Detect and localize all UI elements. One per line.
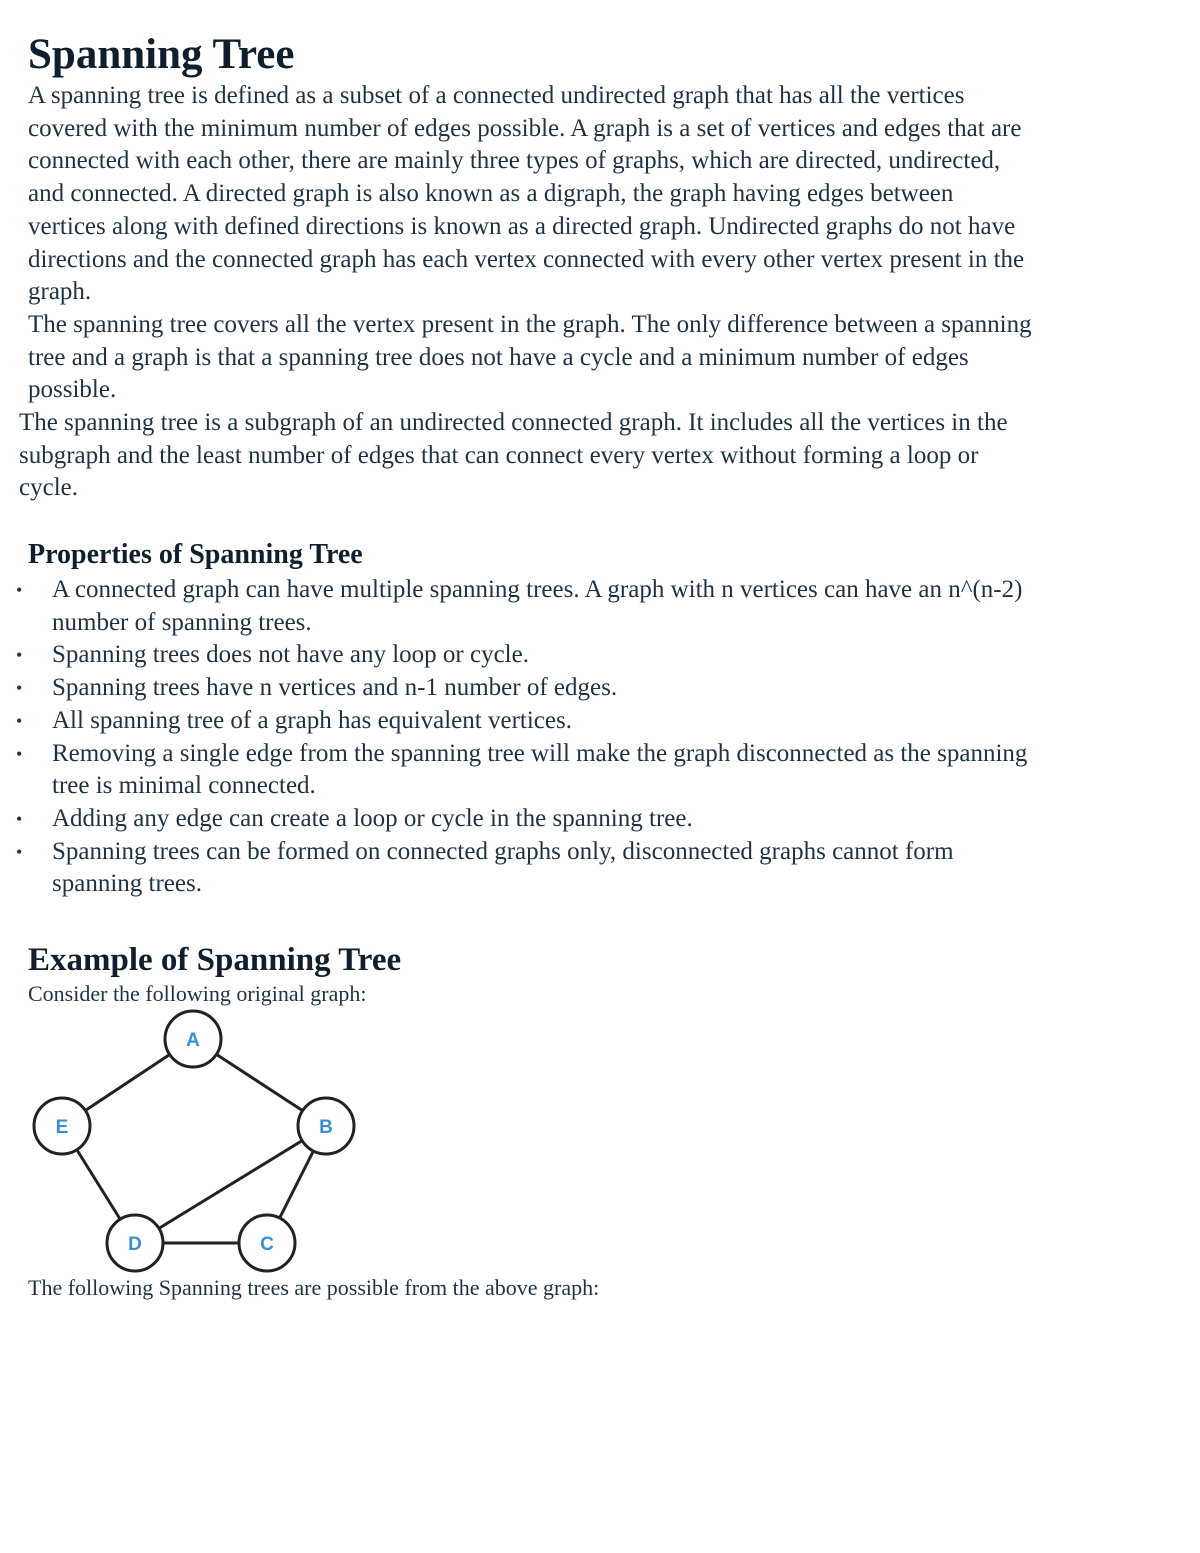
text-line: The spanning tree is a subgraph of an undirected connected graph. It includes all the vertices in the: [19, 409, 1008, 436]
graph-node-a: [165, 1011, 221, 1067]
intro-paragraph-2: [28, 309, 1178, 407]
bullet-icon: •: [16, 678, 23, 699]
graph-node-d: [107, 1215, 163, 1271]
page-title: Spanning Tree: [28, 31, 295, 78]
text-line: graph.: [28, 278, 92, 306]
graph-node-label: E: [55, 1117, 69, 1138]
intro-paragraph-3: [19, 407, 1179, 505]
graph-node-c: [239, 1215, 295, 1271]
properties-heading: Properties of Spanning Tree: [28, 539, 363, 570]
graph-node-label: B: [319, 1117, 333, 1138]
text-line: A spanning tree is defined as a subset of a connected undirected graph that has all the vertices: [28, 82, 965, 109]
text-line: A connected graph can have multiple spanning trees. A graph with n vertices can have an n^(n-2): [52, 576, 1023, 603]
text-line: Removing a single edge from the spanning tree will make the graph disconnected as the spanning: [52, 739, 1028, 767]
text-line: Spanning trees can be formed on connected graphs only, disconnected graphs cannot form: [52, 837, 954, 865]
bullet-icon: •: [16, 808, 23, 829]
text-line: The spanning tree covers all the vertex present in the graph. The only difference between a spanning: [28, 311, 1032, 338]
text-line: Spanning trees have n vertices and n-1 number of edges.: [52, 674, 618, 702]
text-line: and connected. A directed graph is also known as a digraph, the graph having edges between: [28, 180, 954, 208]
graph-nodes: [34, 1011, 354, 1271]
list-item: [0, 705, 1180, 738]
intro-paragraph-1: [28, 80, 1178, 309]
graph-edge-a-e: [85, 1054, 169, 1110]
bullet-icon: •: [16, 580, 23, 600]
text-line: vertices along with defined directions is known as a directed graph. Undirected graphs do not have: [28, 212, 1016, 240]
graph-node-e: [34, 1098, 90, 1154]
text-line: directions and the connected graph has each vertex connected with every other vertex present in the: [28, 245, 1025, 273]
text-line: connected with each other, there are mainly three types of graphs, which are directed, undirected,: [28, 147, 1001, 175]
graph-diagram: [20, 1005, 370, 1275]
graph-edge-b-c: [280, 1151, 314, 1218]
example-intro-text: Consider the following original graph:: [28, 981, 367, 1006]
bullet-icon: •: [16, 710, 23, 731]
graph-node-label: D: [128, 1234, 142, 1255]
properties-list: [0, 574, 1180, 901]
bullet-icon: •: [16, 645, 23, 666]
text-line: Adding any edge can create a loop or cycle in the spanning tree.: [52, 804, 693, 832]
bullet-icon: •: [16, 743, 23, 764]
text-line: cycle.: [19, 474, 78, 502]
example-heading: Example of Spanning Tree: [28, 942, 402, 978]
list-item: [0, 639, 1180, 672]
bullet-icon: •: [16, 841, 23, 862]
graph-edge-e-d: [77, 1150, 120, 1219]
graph-edges: [77, 1054, 314, 1243]
text-line: tree is minimal connected.: [52, 772, 316, 800]
list-item: [0, 738, 1180, 803]
graph-node-label: C: [260, 1234, 274, 1255]
text-line: spanning trees.: [52, 870, 202, 898]
text-line: Spanning trees does not have any loop or cycle.: [52, 641, 529, 669]
list-item: [0, 836, 1180, 901]
text-line: All spanning tree of a graph has equivalent vertices.: [52, 706, 572, 734]
text-line: possible.: [28, 376, 117, 404]
list-item: [0, 672, 1180, 705]
text-line: covered with the minimum number of edges possible. A graph is a set of vertices and edges that are: [28, 114, 1022, 142]
graph-edge-a-b: [216, 1054, 302, 1110]
graph-node-label: A: [186, 1030, 200, 1051]
list-item: [0, 803, 1180, 836]
graph-node-b: [298, 1098, 354, 1154]
text-line: subgraph and the least number of edges that can connect every vertex without forming a loop or: [19, 441, 979, 469]
text-line: number of spanning trees.: [52, 608, 312, 636]
list-item: [0, 574, 1180, 639]
text-line: tree and a graph is that a spanning tree does not have a cycle and a minimum number of edges: [28, 343, 969, 371]
example-outro-text: The following Spanning trees are possible from the above graph:: [28, 1275, 600, 1300]
